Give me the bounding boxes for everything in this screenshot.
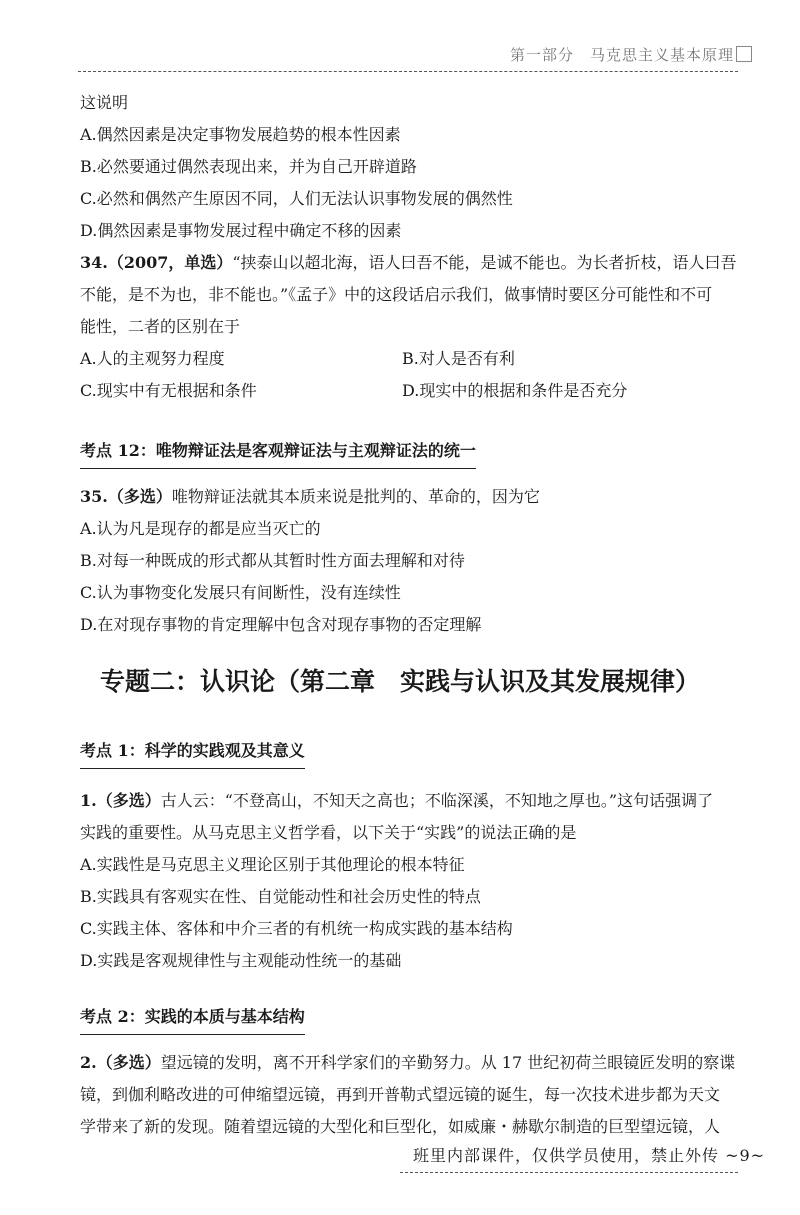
- q34-stem-line-3: 能性，二者的区别在于: [80, 317, 241, 336]
- q35-option-a: A.认为凡是现存的都是应当灭亡的: [80, 519, 321, 538]
- q34-option-c: C.现实中有无根据和条件: [80, 381, 257, 400]
- q33-option-c: C.必然和偶然产生原因不同，人们无法认识事物发展的偶然性: [80, 189, 513, 208]
- q34-stem-line-2: 不能，是不为也，非不能也。”《孟子》中的这段话启示我们，做事情时要区分可能性和不可: [80, 285, 713, 304]
- kaodian-2-heading: 考点 2：实践的本质与基本结构: [80, 1006, 305, 1035]
- q2-number: 2.（多选）: [80, 1053, 161, 1072]
- kaodian-12-heading: 考点 12：唯物辩证法是客观辩证法与主观辩证法的统一: [80, 440, 476, 469]
- q2-stem-line-3: 学带来了新的发现。随着望远镜的大型化和巨型化，如威廉・赫歇尔制造的巨型望远镜，人: [80, 1117, 721, 1136]
- q34-option-a: A.人的主观努力程度: [80, 349, 225, 368]
- q35-option-d: D.在对现存事物的肯定理解中包含对现存事物的否定理解: [80, 615, 482, 634]
- q1-stem-line-2: 实践的重要性。从马克思主义哲学看，以下关于“实践”的说法正确的是: [80, 823, 577, 842]
- q1-number: 1.（多选）: [80, 791, 161, 810]
- running-header: [510, 44, 752, 65]
- q35-option-b: B.对每一种既成的形式都从其暂时性方面去理解和对待: [80, 551, 465, 570]
- section-title: 专题二：认识论（第二章 实践与认识及其发展规律）: [99, 667, 700, 696]
- q33-stem-end: 这说明: [80, 93, 129, 112]
- q33-option-a: A.偶然因素是决定事物发展趋势的根本性因素: [80, 125, 401, 144]
- q34-number: 34.（2007，单选）: [80, 253, 233, 272]
- q35-stem: [80, 486, 540, 508]
- q2-stem-line-2: 镜，到伽利略改进的可伸缩望远镜，再到开普勒式望远镜的诞生，每一次技术进步都为天文: [80, 1085, 721, 1104]
- q35-option-c: C.认为事物变化发展只有间断性，没有连续性: [80, 583, 401, 602]
- q33-option-d: D.偶然因素是事物发展过程中确定不移的因素: [80, 221, 402, 240]
- q1-option-a: A.实践性是马克思主义理论区别于其他理论的根本特征: [80, 855, 465, 874]
- q1-stem-text-1: 古人云：“不登高山，不知天之高也；不临深溪，不知地之厚也。”这句话强调了: [160, 791, 714, 810]
- q1-option-b: B.实践具有客观实在性、自觉能动性和社会历史性的特点: [80, 887, 481, 906]
- q34-stem-text-1: “挟泰山以超北海，语人曰吾不能，是诚不能也。为长者折枝，语人曰吾: [232, 253, 737, 272]
- q34-option-d: D.现实中的根据和条件是否充分: [402, 381, 628, 400]
- q34-stem-line-1: [80, 252, 737, 274]
- q2-stem-text-1: 望远镜的发明，离不开科学家们的辛勤努力。从 17 世纪初荷兰眼镜匠发明的察谍: [160, 1053, 736, 1072]
- footer-divider: [400, 1172, 738, 1173]
- q35-number: 35.（多选）: [80, 487, 172, 506]
- q1-option-d: D.实践是客观规律性与主观能动性统一的基础: [80, 951, 402, 970]
- kaodian-1-heading: 考点 1：科学的实践观及其意义: [80, 740, 305, 769]
- footer-notice: 班里内部课件，仅供学员使用，禁止外传 ~9~: [413, 1146, 766, 1165]
- q1-option-c: C.实践主体、客体和中介三者的有机统一构成实践的基本结构: [80, 919, 513, 938]
- q35-stem-text: 唯物辩证法就其本质来说是批判的、革命的，因为它: [171, 487, 540, 506]
- q1-stem-line-1: [80, 790, 713, 812]
- q34-option-b: B.对人是否有利: [402, 349, 515, 368]
- q33-option-b: B.必然要通过偶然表现出来，并为自己开辟道路: [80, 157, 417, 176]
- header-book-icon: [736, 46, 752, 62]
- q2-stem-line-1: [80, 1052, 735, 1074]
- running-header-title: 第一部分 马克思主义基本原理: [510, 46, 735, 64]
- header-divider: [78, 71, 738, 72]
